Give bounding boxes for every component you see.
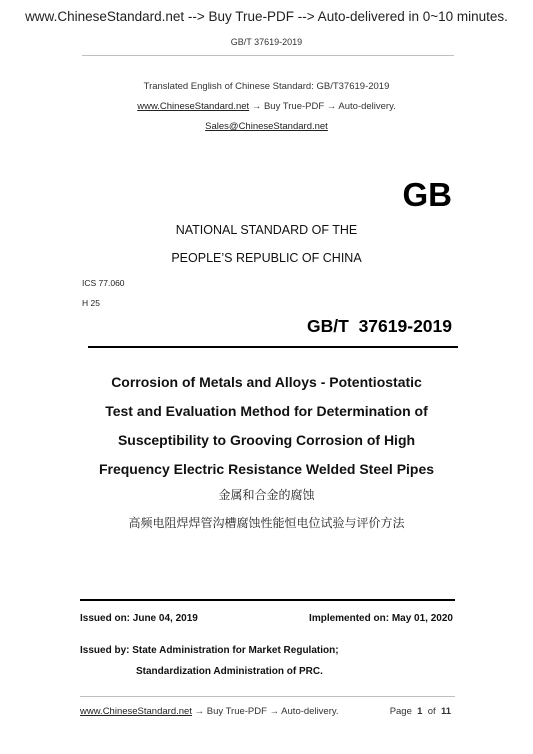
issued-on-date: Issued on: June 04, 2019: [80, 613, 198, 624]
translation-links: [0, 101, 533, 112]
title-line: Frequency Electric Resistance Welded Steel Pipes: [98, 461, 435, 477]
page-label: Page: [389, 706, 412, 717]
implemented-on-date: Implemented on: May 01, 2020: [309, 613, 453, 624]
chinese-title-1: 金属和合金的腐蚀: [218, 488, 315, 502]
issued-by-line2: Standardization Administration of PRC.: [136, 666, 323, 677]
page-total: 11: [440, 706, 451, 717]
ccs-code: H 25: [82, 298, 100, 308]
national-standard-line1: NATIONAL STANDARD OF THE: [175, 223, 358, 237]
title-divider: [88, 346, 458, 348]
chinese-title-2: 高频电阻焊焊管沟槽腐蚀性能恒电位试验与评价方法: [128, 516, 405, 530]
footer-delivery-text: → Buy True-PDF → Auto-delivery.: [194, 706, 339, 717]
title-line: Corrosion of Metals and Alloys - Potentiostatic: [111, 374, 422, 390]
delivery-text: → Buy True-PDF → Auto-delivery.: [251, 101, 396, 112]
title-line: Susceptibility to Grooving Corrosion of High: [117, 432, 416, 448]
email-link[interactable]: Sales@ChineseStandard.net: [205, 121, 328, 132]
doc-code-header: GB/T 37619-2019: [230, 37, 303, 47]
standard-number: GB/T 37619-2019: [307, 316, 452, 336]
footer-site-link[interactable]: www.ChineseStandard.net: [80, 706, 192, 717]
gb-logo: GB: [402, 176, 452, 213]
english-title: [60, 368, 473, 484]
national-standard-line2: PEOPLE’S REPUBLIC OF CHINA: [171, 251, 362, 265]
footer-links: [80, 706, 339, 717]
email-row: [0, 121, 533, 132]
title-line: Test and Evaluation Method for Determination of: [105, 403, 428, 419]
ics-code: ICS 77.060: [82, 278, 125, 288]
translation-note: Translated English of Chinese Standard: GB/T37619-2019: [143, 81, 390, 92]
page-of: of: [427, 706, 436, 717]
page-indicator: [390, 706, 451, 717]
top-banner: www.ChineseStandard.net --> Buy True-PDF --> Auto-delivered in 0~10 minutes.: [25, 9, 508, 24]
header-divider: [82, 55, 454, 56]
site-link[interactable]: www.ChineseStandard.net: [137, 101, 250, 112]
page-current: 1: [417, 706, 423, 717]
dates-divider: [80, 599, 455, 601]
issued-by-line1: Issued by: State Administration for Market Regulation;: [80, 645, 339, 656]
footer-divider: [80, 696, 455, 697]
